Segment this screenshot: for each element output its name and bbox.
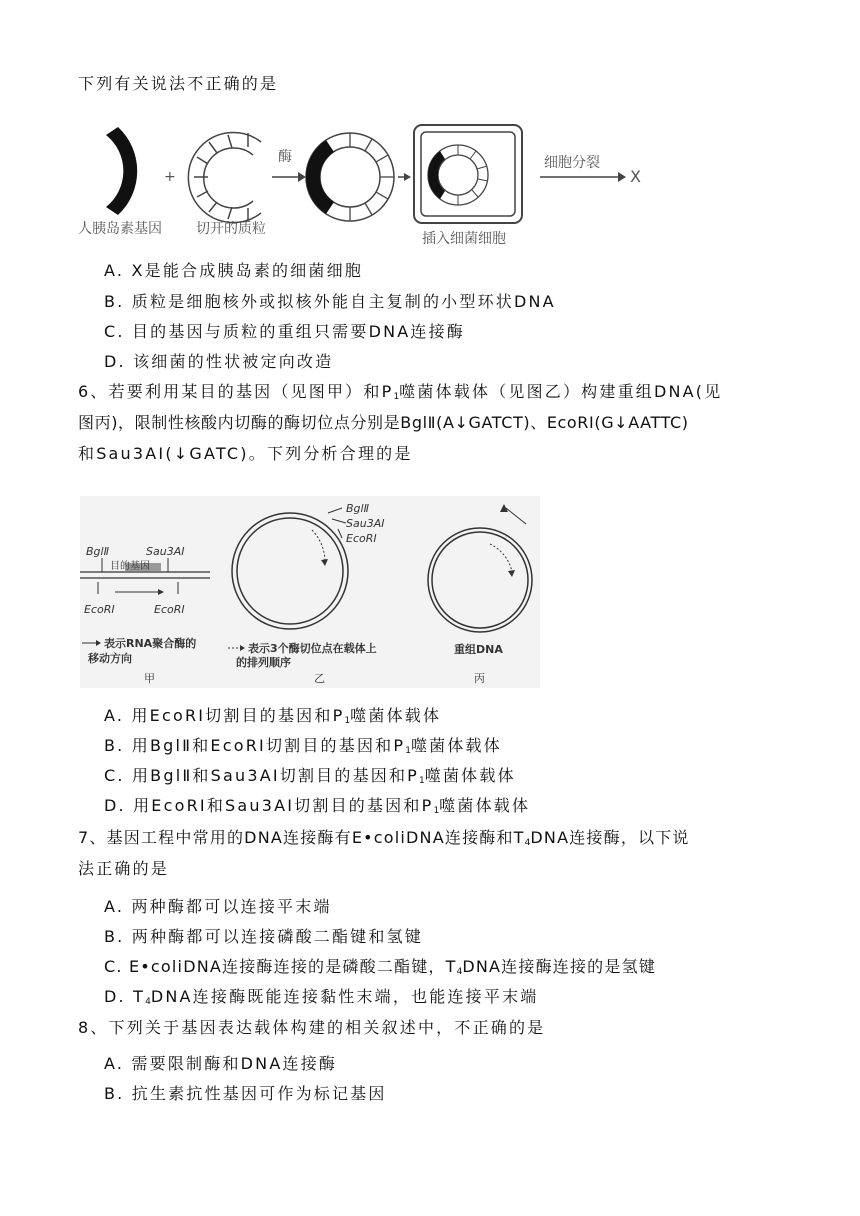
svg-text:表示3个酶切位点在载体上: 表示3个酶切位点在载体上 [248,642,377,655]
q6-option-a: A. 用EcoRⅠ切割目的基因和$P_1$噬菌体载体 [104,706,442,726]
svg-text:EcoRⅠ: EcoRⅠ [154,603,185,616]
q7-option-c: C. E•coliDNA连接酶连接的是磷酸二酯键，$T_4DNA$连接酶连接的是氢键 [104,957,656,977]
q6-stem-line1: 6、若要利用某目的基因（见图甲）和$P_1$噬菌体载体（见图乙）构建重组DNA(见 [78,382,723,402]
open-plasmid [188,133,261,223]
bacterial-cell [414,125,522,223]
q8-option-a: A. 需要限制酶和DNA连接酶 [104,1054,338,1073]
svg-text:丙: 丙 [474,672,485,685]
label-enzyme: 酶 [278,149,292,165]
svg-text:Sau3AⅠ: Sau3AⅠ [346,517,385,530]
label-division: 细胞分裂 [544,155,600,171]
svg-text:Sau3AⅠ: Sau3AⅠ [146,545,185,558]
plus-sign: + [164,169,176,185]
svg-text:重组DNA: 重组DNA [454,643,503,656]
q5-option-b: B. 质粒是细胞核外或拟核外能自主复制的小型环状DNA [104,292,556,311]
q7-option-a: A. 两种酶都可以连接平末端 [104,897,332,916]
q6-option-c: C. 用BglⅡ和Sau3AⅠ切割目的基因和$P_1$噬菌体载体 [104,766,516,786]
q8-option-b: B. 抗生素抗性基因可作为标记基因 [104,1084,387,1103]
q5-figure [78,115,648,250]
q7-stem-line2: 法正确的是 [78,859,170,878]
label-x: X [630,167,641,186]
svg-text:表示RNA聚合酶的: 表示RNA聚合酶的 [104,637,197,650]
label-gene: 人胰岛素基因 [78,221,162,237]
q6-option-b: B. 用BglⅡ和EcoRⅠ切割目的基因和$P_1$噬菌体载体 [104,736,502,756]
label-plasmid: 切开的质粒 [196,221,266,237]
svg-text:BglⅡ: BglⅡ [346,502,369,515]
svg-text:移动方向: 移动方向 [88,652,132,665]
q7-option-b: B. 两种酶都可以连接磷酸二酯键和氢键 [104,927,423,946]
q6-stem-line3: 和Sau3AⅠ(↓GATC)。下列分析合理的是 [78,444,413,463]
q6-stem-line2: 图丙)，限制性核酸内切酶的酶切位点分别是BglⅡ(A↓GATCT)、EcoRI(G↓AATTC) [78,413,689,432]
svg-text:乙: 乙 [314,672,325,685]
q6-figure [80,496,540,688]
q8-stem: 8、下列关于基因表达载体构建的相关叙述中，不正确的是 [78,1018,546,1037]
svg-text:的排列顺序: 的排列顺序 [236,656,291,669]
svg-text:BglⅡ: BglⅡ [86,545,109,558]
label-insert: 插入细菌细胞 [422,231,506,247]
q7-option-d: D. $T_4DNA$连接酶既能连接黏性末端，也能连接平末端 [104,987,539,1007]
svg-text:目的基因: 目的基因 [110,561,150,572]
svg-text:EcoRⅠ: EcoRⅠ [84,603,115,616]
q5-option-c: C. 目的基因与质粒的重组只需要DNA连接酶 [104,322,466,341]
q5-option-d: D. 该细菌的性状被定向改造 [104,352,334,371]
svg-text:甲: 甲 [144,672,155,685]
q5-stem: 下列有关说法不正确的是 [78,74,279,93]
svg-text:EcoRⅠ: EcoRⅠ [346,532,377,545]
q6-option-d: D. 用EcoRⅠ和Sau3AⅠ切割目的基因和$P_1$噬菌体载体 [104,796,531,816]
recombinant-plasmid [306,133,394,221]
insulin-gene-arc [106,127,137,215]
q5-option-a: A. X是能合成胰岛素的细菌细胞 [104,261,364,280]
q7-stem-line1: 7、基因工程中常用的DNA连接酶有E•coliDNA连接酶和$T_4DNA$连接酶，以下说 [78,828,690,848]
